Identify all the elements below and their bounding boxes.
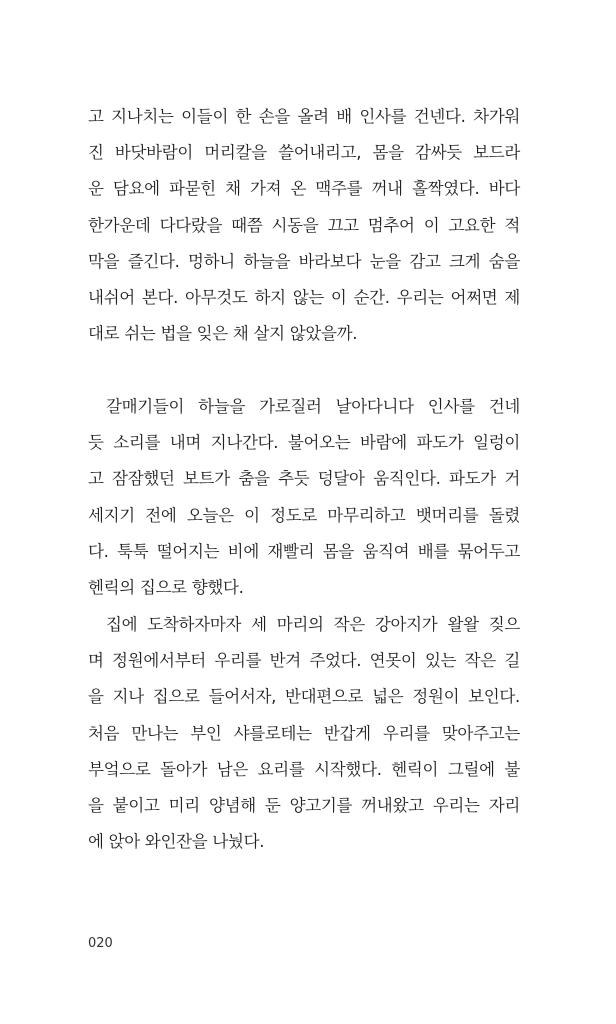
- text-line: 을 붙이고 미리 양념해 둔 양고기를 꺼내왔고 우리는 자리: [88, 796, 520, 815]
- text-line: 다. 툭툭 떨어지는 비에 재빨리 몸을 움직여 배를 묶어두고: [88, 541, 520, 561]
- text-line: 며 정원에서부터 우리를 반겨 주었다. 연못이 있는 작은 길: [88, 651, 520, 671]
- text-line: 듯 소리를 내며 지나간다. 불어오는 바람에 파도가 일렁이: [88, 433, 520, 453]
- text-line: 진 바닷바람이 머리칼을 쓸어내리고, 몸을 감싸듯 보드라: [88, 143, 520, 163]
- text-line: 헨릭의 집으로 향했다.: [88, 578, 244, 597]
- text-line: 내쉬어 본다. 아무것도 하지 않는 이 순간. 우리는 어쩌면 제: [88, 288, 520, 307]
- text-line: 한가운데 다다랐을 때쯤 시동을 끄고 멈추어 이 고요한 적: [88, 215, 520, 235]
- page-number: 020: [88, 936, 113, 951]
- text-line: 고 잠잠했던 보트가 춤을 추듯 덩달아 움직인다. 파도가 거: [88, 469, 520, 489]
- text-line: 부엌으로 돌아가 남은 요리를 시작했다. 헨릭이 그릴에 불: [88, 759, 520, 779]
- text-line: 대로 쉬는 법을 잊은 채 살지 않았을까.: [88, 324, 358, 344]
- text-line: 처음 만나는 부인 샤를로테는 반갑게 우리를 맞아주고는: [88, 723, 520, 743]
- text-line: 집에 도착하자마자 세 마리의 작은 강아지가 왈왈 짖으: [106, 615, 520, 634]
- text-line: 에 앉아 와인잔을 나눴다.: [88, 832, 265, 852]
- text-line: 세지기 전에 오늘은 이 정도로 마무리하고 뱃머리를 돌렸: [88, 505, 520, 525]
- text-line: 막을 즐긴다. 멍하니 하늘을 바라보다 눈을 감고 크게 숨을: [88, 251, 520, 271]
- text-line: 갈매기들이 하늘을 가로질러 날아다니다 인사를 건네: [106, 397, 520, 416]
- text-line: 고 지나치는 이들이 한 손을 올려 배 인사를 건넨다. 차가워: [88, 107, 520, 126]
- text-line: 운 담요에 파묻힌 채 가져 온 맥주를 꺼내 홀짝였다. 바다: [88, 179, 520, 199]
- text-line: 을 지나 집으로 들어서자, 반대편으로 넓은 정원이 보인다.: [88, 687, 520, 707]
